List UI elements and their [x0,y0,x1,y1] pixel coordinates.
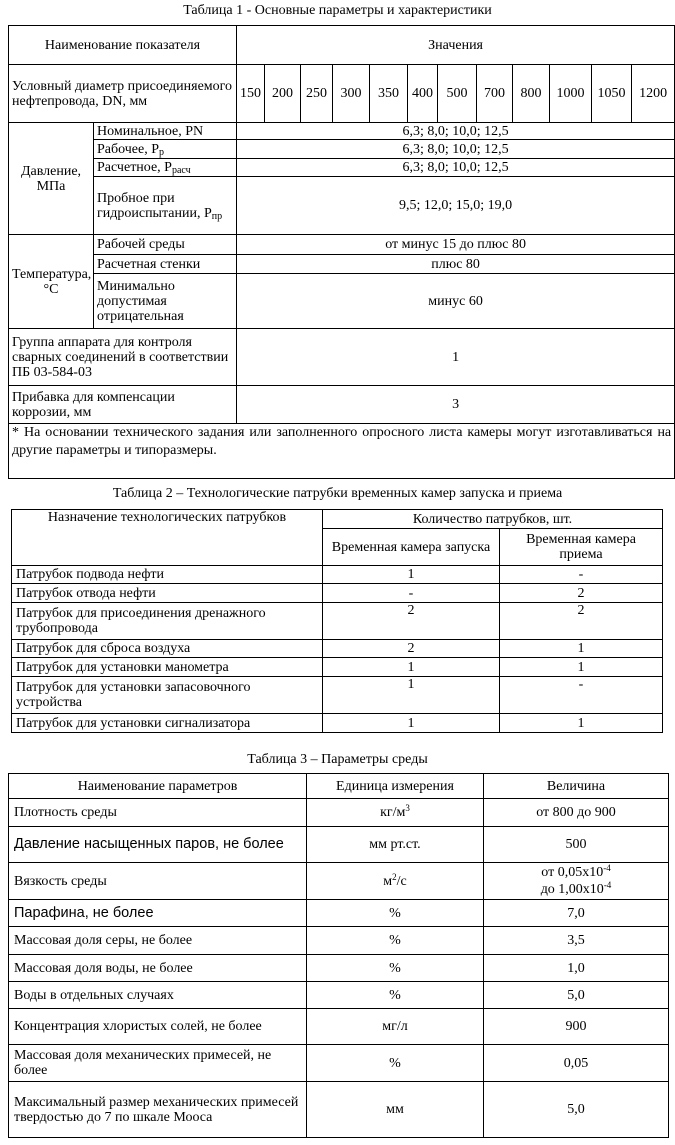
group-label: Группа аппарата для контроля сварных соединений в соответствии ПБ 03-584-03 [9,329,237,386]
density-value: от 800 до 900 [484,799,669,827]
dn-value: 400 [408,65,438,123]
sulfur-label: Массовая доля серы, не более [9,927,307,955]
header-name: Наименование показателя [9,26,237,65]
p-nominal-value: 6,3; 8,0; 10,0; 12,5 [237,123,675,140]
table1 [8,25,675,479]
visc-label: Вязкость среды [9,863,307,900]
paraffin-unit: % [307,900,484,927]
chloride-value: 900 [484,1009,669,1045]
density-label: Плотность среды [9,799,307,827]
maxsize-unit: мм [307,1082,484,1138]
water-label: Массовая доля воды, не более [9,955,307,982]
table1-footnote: * На основании технического задания или заполненного опросного листа камеры могут изготавливаться на другие параметры и типоразмеры. [9,424,675,479]
header-values: Значения [237,26,675,65]
dn-value: 200 [265,65,301,123]
corrosion-label: Прибавка для компенсации коррозии, мм [9,386,237,424]
header-name: Наименование параметров [9,774,307,799]
pressure-group-label: Давление, МПа [9,123,94,235]
density-unit: $кг/м^3$ [307,799,484,827]
dn-value: 500 [438,65,477,123]
t-calc-label: Расчетная стенки [94,255,237,274]
dn-label: Условный диаметр присоединяемого нефтепровода, DN, мм [9,65,237,123]
table-row-name: Патрубок для присоединения дренажного трубопровода [12,603,323,640]
dn-value: 1200 [632,65,675,123]
paraffin-label: Парафина, не более [9,900,307,927]
table-row-launch: 1 [323,658,500,677]
p-work-label: Рабочее, $P_р$ [94,140,237,159]
p-calc-label: Расчетное, $P_{расч}$ [94,159,237,177]
dn-value: 800 [513,65,550,123]
dn-value: 1000 [550,65,592,123]
t-min-label: Минимально допустимая отрицательная [94,274,237,329]
table2 [11,509,663,733]
header-launch: Временная камера запуска [323,529,500,566]
dn-value: 150 [237,65,265,123]
table-row-name: Патрубок для установки манометра [12,658,323,677]
visc-value: от $0,05x10^{-4}$ до $1,00x10^{-4}$ [484,863,669,900]
table-row-receive: 2 [500,603,663,640]
vapor-value: 500 [484,827,669,863]
mech-label: Массовая доля механических примесей, не более [9,1045,307,1082]
water-sep-value: 5,0 [484,982,669,1009]
p-work-value: 6,3; 8,0; 10,0; 12,5 [237,140,675,159]
table-row-launch: 1 [323,714,500,733]
header-purpose: Назначение технологических патрубков [12,510,323,566]
vapor-unit: мм рт.ст. [307,827,484,863]
header-receive: Временная камера приема [500,529,663,566]
table-row-name: Патрубок подвода нефти [12,566,323,584]
paraffin-value: 7,0 [484,900,669,927]
table-row-launch: 1 [323,677,500,714]
table-row-name: Патрубок для сброса воздуха [12,640,323,658]
p-test-label: Пробное при гидроиспытании, $P_{пр}$ [94,177,237,235]
table2-caption: Таблица 2 – Технологические патрубки временных камер запуска и приема [112,486,563,501]
table-row-launch: 1 [323,566,500,584]
table-row-launch: - [323,584,500,603]
water-sep-unit: % [307,982,484,1009]
visc-unit: $м^2/с$ [307,863,484,900]
water-unit: % [307,955,484,982]
water-sep-label: Воды в отдельных случаях [9,982,307,1009]
temp-group-label: Температура, °С [9,235,94,329]
maxsize-value: 5,0 [484,1082,669,1138]
p-calc-value: 6,3; 8,0; 10,0; 12,5 [237,159,675,177]
header-count: Количество патрубков, шт. [323,510,663,529]
mech-unit: % [307,1045,484,1082]
dn-value: 1050 [592,65,632,123]
table-row-receive: 1 [500,714,663,733]
table-row-launch: 2 [323,640,500,658]
dn-value: 350 [370,65,408,123]
water-value: 1,0 [484,955,669,982]
sulfur-value: 3,5 [484,927,669,955]
t-work-label: Рабочей среды [94,235,237,255]
vapor-label: Давление насыщенных паров, не более [9,827,307,863]
p-nominal-label: Номинальное, PN [94,123,237,140]
table-row-receive: - [500,566,663,584]
table-row-name: Патрубок для установки запасовочного устройства [12,677,323,714]
maxsize-label: Максимальный размер механических примесей твердостью до 7 по шкале Мооса [9,1082,307,1138]
t-work-value: от минус 15 до плюс 80 [237,235,675,255]
corrosion-value: 3 [237,386,675,424]
dn-value: 300 [333,65,370,123]
t-min-value: минус 60 [237,274,675,329]
mech-value: 0,05 [484,1045,669,1082]
table3-caption: Таблица 3 – Параметры среды [247,752,428,767]
dn-value: 700 [477,65,513,123]
table-row-receive: 2 [500,584,663,603]
t-calc-value: плюс 80 [237,255,675,274]
table-row-name: Патрубок для установки сигнализатора [12,714,323,733]
sulfur-unit: % [307,927,484,955]
table-row-receive: - [500,677,663,714]
table1-caption: Таблица 1 - Основные параметры и характеристики [183,3,492,18]
chloride-unit: мг/л [307,1009,484,1045]
header-value: Величина [484,774,669,799]
chloride-label: Концентрация хлористых солей, не более [9,1009,307,1045]
dn-value: 250 [301,65,333,123]
header-unit: Единица измерения [307,774,484,799]
table-row-receive: 1 [500,640,663,658]
table-row-name: Патрубок отвода нефти [12,584,323,603]
table-row-launch: 2 [323,603,500,640]
table3 [8,773,669,1138]
table-row-receive: 1 [500,658,663,677]
p-test-value: 9,5; 12,0; 15,0; 19,0 [237,177,675,235]
group-value: 1 [237,329,675,386]
